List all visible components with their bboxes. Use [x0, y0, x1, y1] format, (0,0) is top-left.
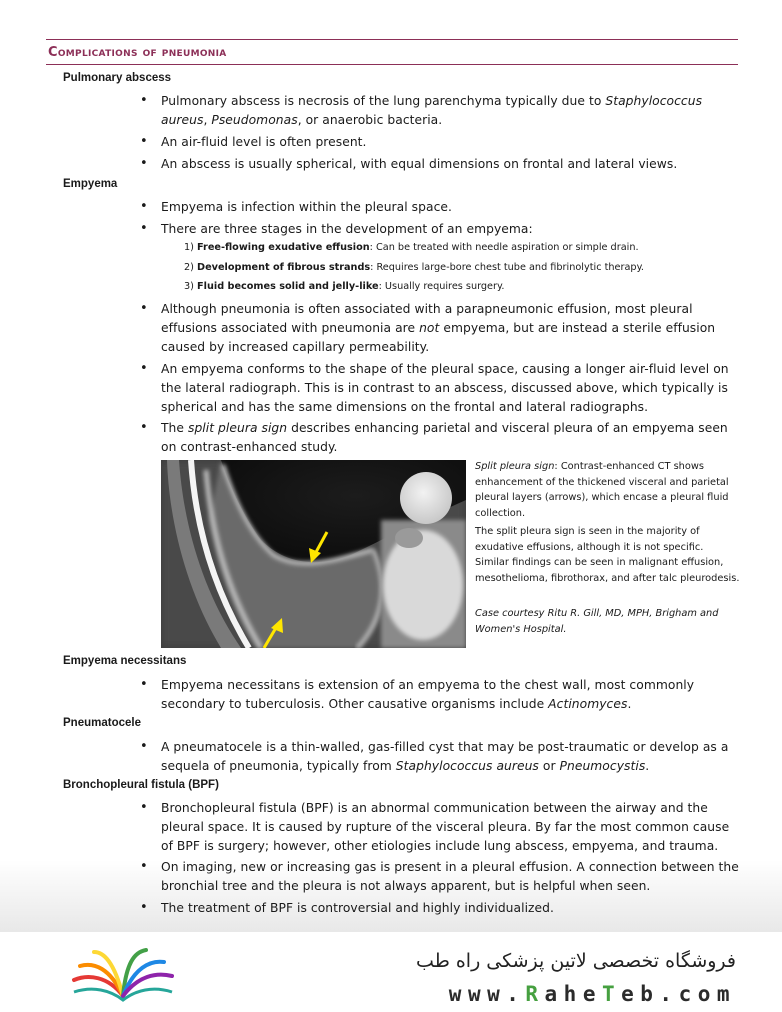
heading-empyema-necessitans: Empyema necessitans	[63, 655, 187, 667]
open-book-rainbow-logo	[68, 946, 178, 1008]
ct-image-split-pleura	[161, 460, 466, 648]
heading-empyema: Empyema	[63, 178, 118, 190]
empyema-bullet-3: Although pneumonia is often associated with a parapneumonic effusion, most pleural effusions associated with pneumonia are not empyema, but are instead a sterile effusion caused by increased capillary permeability.	[161, 302, 716, 354]
bpf-bullet-1: Bronchopleural fistula (BPF) is an abnormal communication between the airway and the pleural space. It is caused by rupture of the visceral pleura. By far the most common cause of BPF is surgery; however, other etiologies include lung abscess, empyema, and trauma.	[161, 801, 730, 853]
bullet-marker: •	[140, 221, 148, 236]
abscess-bullet-2: An air-fluid level is often present.	[161, 135, 367, 149]
empyema-bullet-1: Empyema is infection within the pleural space.	[161, 200, 452, 214]
necessitans-bullet-1: Empyema necessitans is extension of an empyema to the chest wall, most commonly secondary to tuberculosis. Other causative organisms include Actinomyces.	[161, 678, 695, 711]
bullet-marker: •	[140, 900, 148, 915]
empyema-bullet-4: An empyema conforms to the shape of the pleural space, causing a longer air-fluid level on the lateral radiograph. This is in contrast to an abscess, discussed above, which typically is spherical and has the same dimensions on the frontal and lateral radiographs.	[161, 362, 729, 414]
figure-caption-2: The split pleura sign is seen in the majority of exudative effusions, although it is not specific. Similar findings can be seen in malignant effusion, mesothelioma, fibrothorax, and after talc pleurodesis.	[475, 526, 740, 584]
abscess-bullet-1: Pulmonary abscess is necrosis of the lung parenchyma typically due to Staphylococcus aureus, Pseudomonas, or anaerobic bacteria.	[161, 94, 703, 127]
figure-credit: Case courtesy Ritu R. Gill, MD, MPH, Brigham and Women's Hospital.	[475, 608, 719, 635]
bullet-marker: •	[140, 859, 148, 874]
bullet-marker: •	[140, 93, 148, 108]
figure-caption-1: Split pleura sign: Contrast-enhanced CT shows enhancement of the thickened visceral and parietal pleural layers (arrows), which encase a pleural fluid collection.	[475, 461, 729, 519]
bullet-marker: •	[140, 301, 148, 316]
bpf-bullet-2: On imaging, new or increasing gas is present in a pleural effusion. A connection between the bronchial tree and the pleura is not always apparent, but is helpful when seen.	[161, 860, 739, 893]
section-title: Complications of pneumonia	[48, 45, 227, 60]
pneumatocele-bullet-1: A pneumatocele is a thin-walled, gas-filled cyst that may be post-traumatic or develop as a sequela of pneumonia, typically from Staphylococcus aureus or Pneumocystis.	[161, 740, 729, 773]
heading-bronchopleural-fistula: Bronchopleural fistula (BPF)	[63, 779, 219, 791]
empyema-bullet-5: The split pleura sign describes enhancing parietal and visceral pleura of an empyema seen on contrast-enhanced study.	[161, 421, 728, 454]
empyema-stage-3: 3) Fluid becomes solid and jelly-like: Usually requires surgery.	[184, 281, 505, 292]
empyema-stage-1: 1) Free-flowing exudative effusion: Can be treated with needle aspiration or simple drain.	[184, 242, 639, 253]
empyema-stage-2: 2) Development of fibrous strands: Requires large-bore chest tube and fibrinolytic therapy.	[184, 262, 645, 273]
heading-pneumatocele: Pneumatocele	[63, 717, 141, 729]
bullet-marker: •	[140, 420, 148, 435]
bullet-marker: •	[140, 361, 148, 376]
bullet-marker: •	[140, 800, 148, 815]
top-rule	[46, 39, 738, 40]
empyema-bullet-2: There are three stages in the development of an empyema:	[161, 222, 533, 236]
store-name: فروشگاه تخصصی لاتین پزشکی راه طب	[416, 950, 736, 972]
abscess-bullet-3: An abscess is usually spherical, with equal dimensions on frontal and lateral views.	[161, 157, 678, 171]
bullet-marker: •	[140, 156, 148, 171]
heading-pulmonary-abscess: Pulmonary abscess	[63, 72, 172, 84]
bullet-marker: •	[140, 134, 148, 149]
store-url[interactable]: www.RaheTeb.com	[448, 982, 736, 1006]
bullet-marker: •	[140, 739, 148, 754]
ct-scan-graphic	[161, 460, 466, 648]
bullet-marker: •	[140, 677, 148, 692]
title-rule	[46, 64, 738, 65]
bpf-bullet-3: The treatment of BPF is controversial and highly individualized.	[161, 901, 554, 915]
bullet-marker: •	[140, 199, 148, 214]
